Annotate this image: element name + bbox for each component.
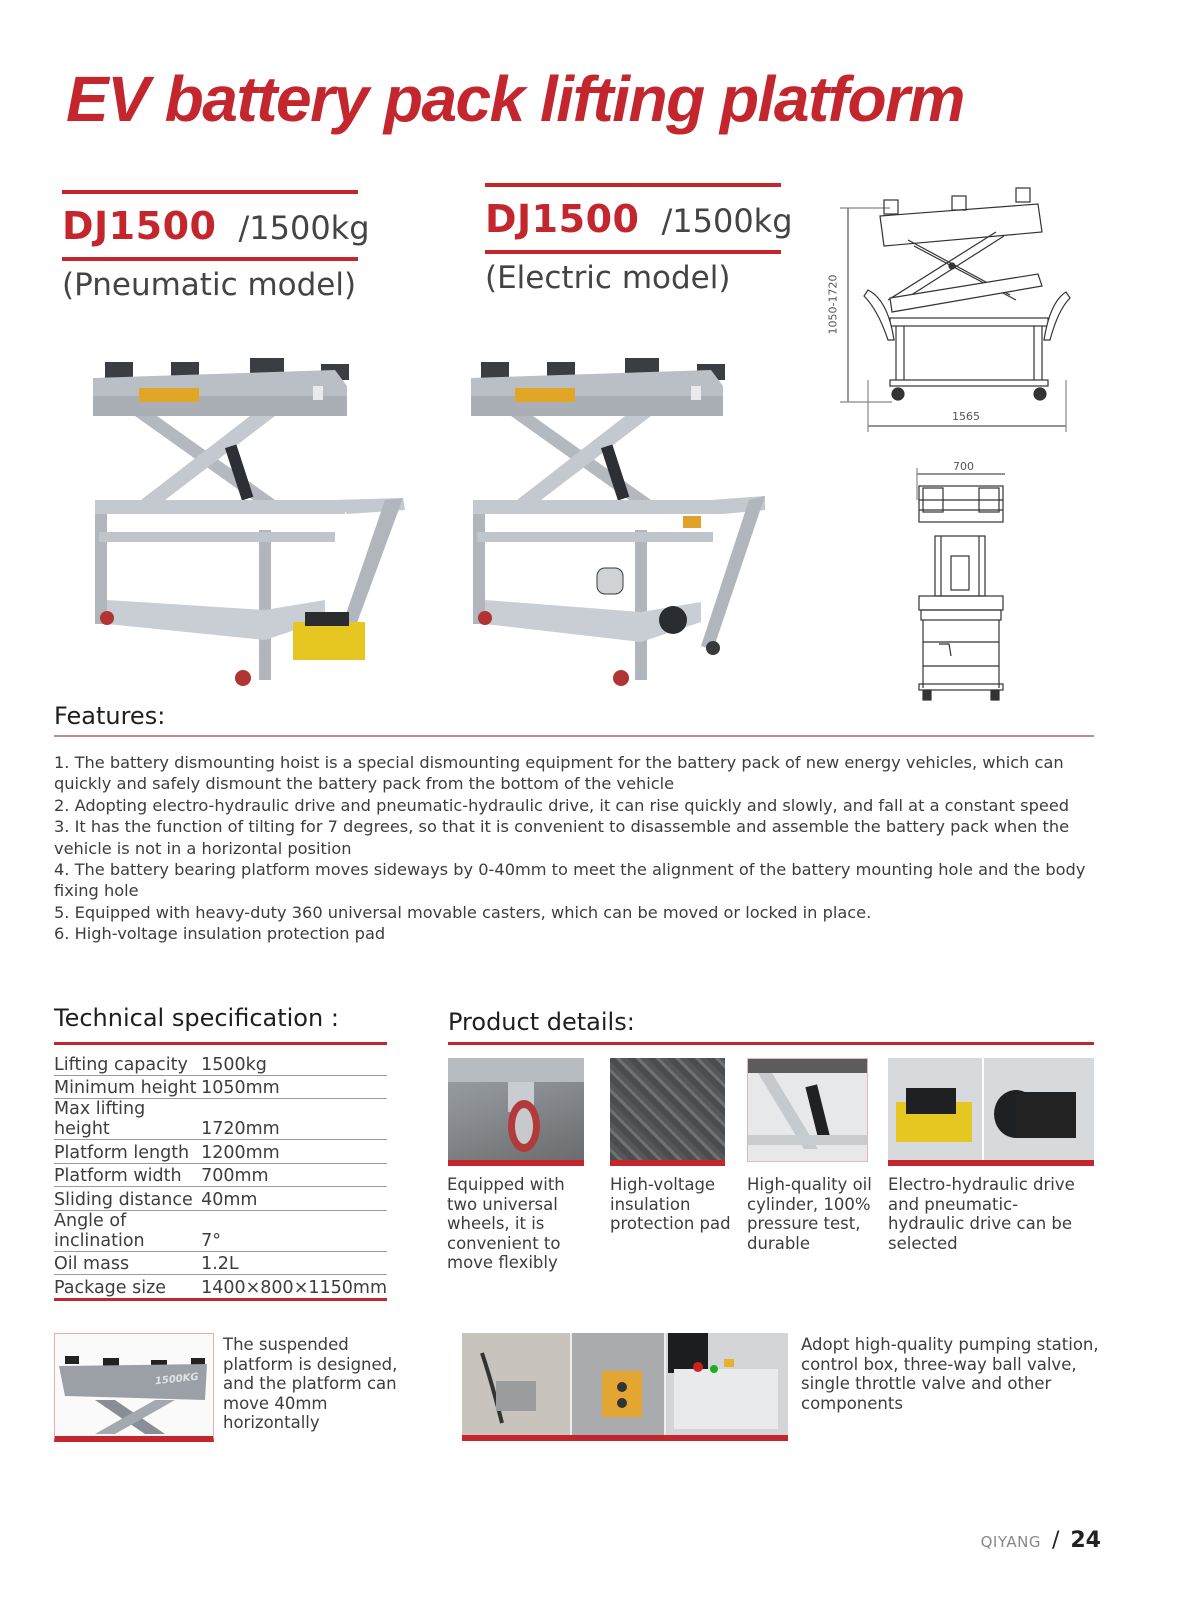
model-capacity: /1500kg [661, 202, 793, 240]
model-capacity: /1500kg [238, 209, 370, 247]
dimension-width: 700 [953, 460, 974, 473]
detail-caption-caster: Equipped with two universal wheels, it is convenient to move flexibly [447, 1175, 565, 1272]
model-header-electric [485, 183, 793, 296]
spec-row [54, 1251, 387, 1275]
spec-row [54, 1099, 387, 1140]
spec-value: 1.2L [201, 1251, 387, 1275]
spec-row [54, 1210, 387, 1251]
spec-value: 1400×800×1150mm [201, 1275, 387, 1300]
features-heading: Features: [54, 702, 166, 730]
details-divider [448, 1042, 1094, 1045]
spec-row [54, 1140, 387, 1164]
divider [62, 257, 358, 261]
detail-caption-drive-options: Electro-hydraulic drive and pneumatic-hydraulic drive can be selected [888, 1175, 1075, 1253]
product-photo-pneumatic [85, 350, 415, 695]
divider [485, 183, 781, 187]
spec-value: 1050mm [201, 1075, 387, 1099]
spec-label: Platform width [54, 1163, 201, 1187]
spec-label: Oil mass [54, 1251, 201, 1275]
feature-item: 1. The battery dismounting hoist is a special dismounting equipment for the battery pack of new energy vehicles, which can quickly and safely dismount the battery pack from the bottom of the vehicle [54, 753, 1064, 794]
details-heading: Product details: [448, 1008, 635, 1036]
technical-drawing-side [828, 180, 1090, 445]
spec-row [54, 1187, 387, 1211]
model-code: DJ1500 [62, 204, 217, 248]
footer-brand: QIYANG [980, 1533, 1041, 1551]
page-footer [981, 1528, 1101, 1553]
spec-table [54, 1052, 387, 1301]
detail-caption-components: Adopt high-quality pumping station, control box, three-way ball valve, single throttle valve and other components [801, 1335, 1099, 1413]
features-divider [54, 735, 1094, 737]
spec-label: Sliding distance [54, 1187, 201, 1211]
footer-separator: / [1051, 1528, 1060, 1553]
spec-row [54, 1052, 387, 1075]
spec-label: Lifting capacity [54, 1052, 201, 1075]
feature-item: 4. The battery bearing platform moves sideways by 0-40mm to meet the alignment of the battery mounting hole and the body fixing hole [54, 860, 1086, 901]
model-code: DJ1500 [485, 197, 640, 241]
spec-label: Angle of inclination [54, 1210, 201, 1251]
model-type: (Electric model) [485, 260, 731, 296]
detail-image-components [462, 1333, 788, 1441]
divider [62, 190, 358, 194]
spec-value: 7° [201, 1210, 387, 1251]
detail-caption-oil-cylinder: High-quality oil cylinder, 100% pressure test, durable [747, 1175, 872, 1253]
feature-item: 2. Adopting electro-hydraulic drive and pneumatic-hydraulic drive, it can rise quickly and slowly, and fall at a constant speed [54, 795, 1070, 815]
platform-badge: 1500KG [154, 1371, 200, 1388]
detail-image-drive-options [888, 1058, 1094, 1166]
technical-drawing-front [905, 460, 1015, 705]
dimension-height: 1050-1720 [826, 274, 840, 335]
spec-value: 1500kg [201, 1052, 387, 1075]
spec-row [54, 1163, 387, 1187]
spec-label: Max lifting height [54, 1099, 201, 1140]
feature-item: 3. It has the function of tilting for 7 degrees, so that it is convenient to disassemble and assemble the battery pack when the vehicle is not in a horizontal position [54, 817, 1070, 858]
detail-image-insulation-pad [610, 1058, 725, 1166]
spec-value: 1200mm [201, 1140, 387, 1164]
spec-divider [54, 1042, 387, 1045]
model-type: (Pneumatic model) [62, 267, 357, 303]
spec-label: Package size [54, 1275, 201, 1300]
features-list [54, 752, 1094, 945]
detail-caption-suspended-platform: The suspended platform is designed, and the platform can move 40mm horizontally [223, 1335, 398, 1432]
spec-row [54, 1275, 387, 1300]
model-header-pneumatic [62, 190, 370, 303]
feature-item: 6. High-voltage insulation protection pad [54, 924, 386, 944]
product-photo-electric [465, 350, 775, 695]
spec-label: Minimum height [54, 1075, 201, 1099]
feature-item: 5. Equipped with heavy-duty 360 universal movable casters, which can be moved or locked in place. [54, 902, 872, 922]
spec-heading: Technical specification : [54, 1004, 339, 1032]
detail-image-caster [448, 1058, 584, 1166]
page-number: 24 [1070, 1528, 1101, 1553]
detail-image-suspended-platform [54, 1333, 214, 1442]
page-title: EV battery pack lifting platform [66, 63, 964, 135]
spec-label: Platform length [54, 1140, 201, 1164]
spec-row [54, 1075, 387, 1099]
spec-value: 40mm [201, 1187, 387, 1211]
spec-value: 1720mm [201, 1099, 387, 1140]
detail-caption-insulation-pad: High-voltage insulation protection pad [610, 1175, 731, 1233]
detail-image-oil-cylinder [747, 1058, 868, 1162]
spec-value: 700mm [201, 1163, 387, 1187]
dimension-length: 1565 [952, 410, 980, 423]
divider [485, 250, 781, 254]
